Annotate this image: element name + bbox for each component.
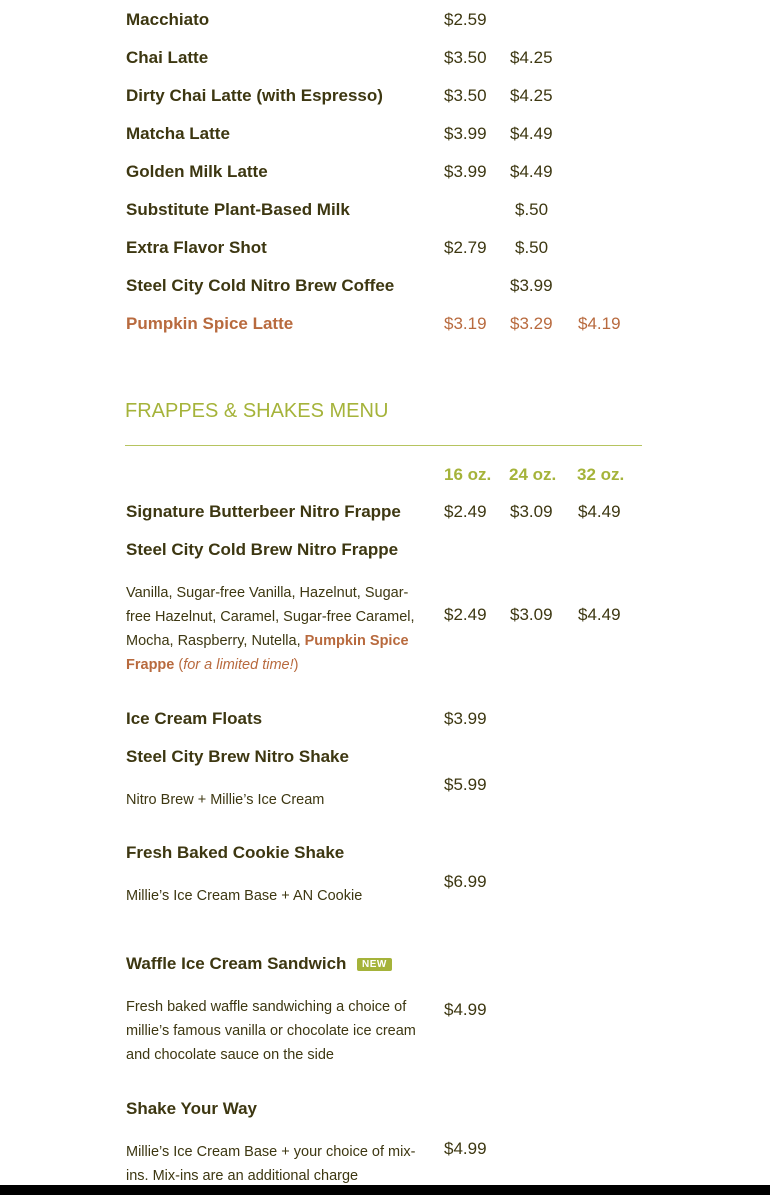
pumpkin-spice-frappe: Pumpkin Spice Frappe xyxy=(126,633,409,673)
menu-row-dirty-chai xyxy=(126,86,646,110)
price-small: $3.99 xyxy=(444,162,487,181)
item-name: Fresh Baked Cookie Shake xyxy=(126,843,345,862)
size-header-large: 32 oz. xyxy=(577,465,625,484)
price-small: $2.59 xyxy=(444,10,487,29)
item-description: Millie’s Ice Cream Base + AN Cookie xyxy=(126,888,363,904)
close-paren: ) xyxy=(293,657,299,673)
item-name: Golden Milk Latte xyxy=(126,162,268,181)
item-description: Millie’s Ice Cream Base + your choice of mix-ins. Mix-ins are an additional charge xyxy=(126,1144,416,1184)
item-name: Steel City Brew Nitro Shake xyxy=(126,747,349,766)
item-name: Matcha Latte xyxy=(126,124,230,143)
menu-row-plant-milk xyxy=(126,200,646,224)
cold-brew-frappe-prices xyxy=(126,605,646,629)
menu-row-shake-your-way xyxy=(126,1099,646,1123)
menu-row-cookie-shake xyxy=(126,843,646,867)
item-description: Nitro Brew + Millie’s Ice Cream xyxy=(126,792,325,808)
price-medium: $3.09 xyxy=(510,605,553,624)
new-badge: NEW xyxy=(357,958,392,971)
item-name: Steel City Cold Nitro Brew Coffee xyxy=(126,276,395,295)
bottom-bar xyxy=(0,1185,770,1195)
item-name: Extra Flavor Shot xyxy=(126,238,267,257)
price-large: $4.49 xyxy=(578,605,621,624)
menu-row-nitro-shake xyxy=(126,747,646,771)
item-name: Waffle Ice Cream Sandwich xyxy=(126,954,347,973)
price-small: $3.99 xyxy=(444,124,487,143)
item-name: Signature Butterbeer Nitro Frappe xyxy=(126,502,401,521)
item-description: Fresh baked waffle sandwiching a choice of millie’s famous vanilla or chocolate ice cream and chocolate sauce on the side xyxy=(126,999,416,1063)
price-small: $2.49 xyxy=(444,502,487,521)
menu-row-macchiato xyxy=(126,10,646,34)
cookie-shake-price xyxy=(126,872,646,896)
item-name: Pumpkin Spice Latte xyxy=(126,314,294,333)
price-medium: $.50 xyxy=(515,200,549,219)
limited-time-note: for a limited time! xyxy=(183,657,294,673)
item-name: Substitute Plant-Based Milk xyxy=(126,200,350,219)
price-large: $4.49 xyxy=(578,502,621,521)
menu-row-matcha-latte xyxy=(126,124,646,148)
price-medium: $4.25 xyxy=(510,86,553,105)
item-name: Dirty Chai Latte (with Espresso) xyxy=(126,86,383,105)
price-small: $3.99 xyxy=(444,709,487,728)
price-medium: $.50 xyxy=(515,238,549,257)
price-small: $4.99 xyxy=(444,1139,487,1158)
nitro-shake-price xyxy=(126,775,646,799)
price-large: $4.19 xyxy=(578,314,621,333)
item-name: Ice Cream Floats xyxy=(126,709,263,728)
menu-row-pumpkin-spice xyxy=(126,314,646,338)
item-name: Steel City Cold Brew Nitro Frappe xyxy=(126,540,399,559)
price-medium: $4.25 xyxy=(510,48,553,67)
price-medium: $4.49 xyxy=(510,124,553,143)
size-header-medium: 24 oz. xyxy=(509,465,557,484)
menu-row-golden-milk xyxy=(126,162,646,186)
menu-row-butterbeer xyxy=(126,502,646,526)
item-name: Shake Your Way xyxy=(126,1099,258,1118)
item-description xyxy=(126,581,416,677)
menu-row-cold-brew-frappe xyxy=(126,540,646,564)
price-small: $5.99 xyxy=(444,775,487,794)
price-medium: $3.99 xyxy=(510,276,553,295)
price-small: $2.79 xyxy=(444,238,487,257)
item-name: Chai Latte xyxy=(126,48,209,67)
menu-row-cold-nitro xyxy=(126,276,646,300)
section-title: FRAPPES & SHAKES MENU xyxy=(125,400,389,422)
price-medium: $3.29 xyxy=(510,314,553,333)
price-small: $2.49 xyxy=(444,605,487,624)
price-small: $6.99 xyxy=(444,872,487,891)
menu-row-chai-latte xyxy=(126,48,646,72)
waffle-price xyxy=(126,1000,646,1024)
price-small: $3.50 xyxy=(444,48,487,67)
menu-row-flavor-shot xyxy=(126,238,646,262)
price-small: $3.50 xyxy=(444,86,487,105)
item-name: Macchiato xyxy=(126,10,210,29)
size-header-small: 16 oz. xyxy=(444,465,492,484)
section-divider xyxy=(125,445,642,446)
price-medium: $4.49 xyxy=(510,162,553,181)
open-paren: ( xyxy=(178,657,184,673)
price-small: $3.19 xyxy=(444,314,487,333)
price-medium: $3.09 xyxy=(510,502,553,521)
price-small: $4.99 xyxy=(444,1000,487,1019)
flavor-list: Vanilla, Sugar-free Vanilla, Hazelnut, Sugar-free Hazelnut, Caramel, Sugar-free Caramel, Mocha, Raspberry, Nutella, xyxy=(126,585,415,649)
menu-row-floats xyxy=(126,709,646,733)
shake-your-way-price xyxy=(126,1139,646,1163)
